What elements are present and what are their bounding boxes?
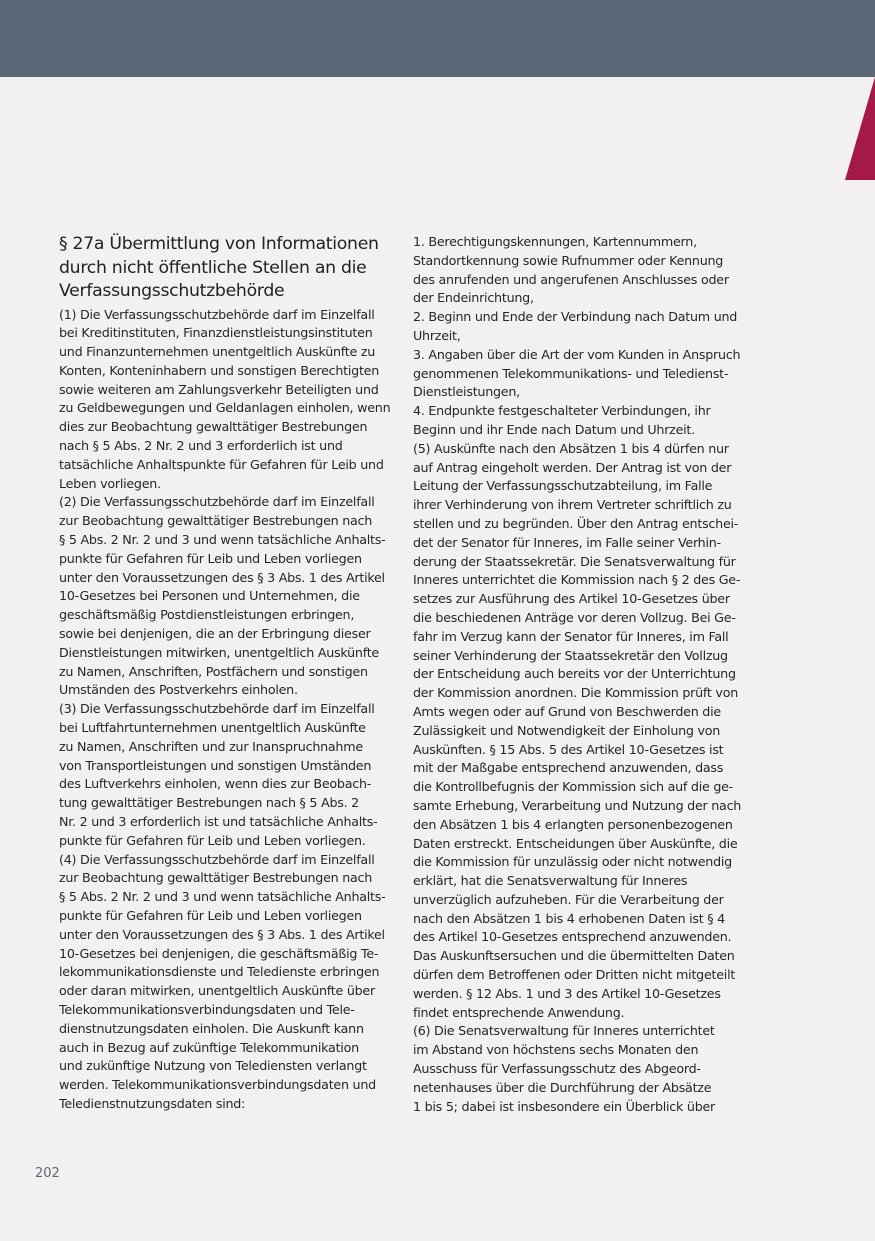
text-line: Nr. 2 und 3 erforderlich ist und tatsächliche Anhalts- <box>59 814 378 830</box>
text-line: 1. Berechtigungskennungen, Kartennummern, <box>413 234 697 249</box>
text-line: (3) Die Verfassungsschutzbehörde darf im Einzelfall <box>59 701 375 717</box>
text-line: 10-Gesetzes bei denjenigen, die geschäftsmäßig Te- <box>59 945 379 961</box>
text-line: Beginn und ihr Ende nach Datum und Uhrzeit. <box>413 421 695 437</box>
text-line: (5) Auskünfte nach den Absätzen 1 bis 4 dürfen nur <box>413 440 729 456</box>
text-line: (1) Die Verfassungsschutzbehörde darf im Einzelfall <box>59 306 375 322</box>
text-line: § 5 Abs. 2 Nr. 2 und 3 und wenn tatsächliche Anhalts- <box>59 889 386 905</box>
text-line: des Artikel 10-Gesetzes entsprechend anzuwenden. <box>413 929 732 945</box>
text-line: Leben vorliegen. <box>59 475 161 491</box>
text-line: oder daran mitwirken, unentgeltlich Auskünfte über <box>59 983 375 999</box>
text-line: dies zur Beobachtung gewalttätiger Bestrebungen <box>59 419 368 435</box>
chapter-tab-marker <box>845 77 875 180</box>
text-line: der Endeinrichtung, <box>413 290 534 306</box>
text-line: Auskünften. § 15 Abs. 5 des Artikel 10-Gesetzes ist <box>413 741 724 757</box>
text-line: sowie weiteren am Zahlungsverkehr Beteiligten und <box>59 381 379 397</box>
text-line: netenhauses über die Durchführung der Absätze <box>413 1079 712 1095</box>
text-line: Dienstleistungen mitwirken, unentgeltlich Auskünfte <box>59 644 379 660</box>
text-line: erklärt, hat die Senatsverwaltung für Inneres <box>413 873 688 889</box>
text-line: Telekommunikationsverbindungsdaten und Tele- <box>59 1001 355 1017</box>
text-line: 10-Gesetzes bei Personen und Unternehmen, die <box>59 588 360 604</box>
text-line: mit der Maßgabe entsprechend anzuwenden, dass <box>413 760 724 776</box>
text-line: 1 bis 5; dabei ist insbesondere ein Überblick über <box>413 1098 716 1114</box>
text-line: dürfen dem Betroffenen oder Dritten nicht mitgeteilt <box>413 967 736 983</box>
text-line: auf Antrag eingeholt werden. Der Antrag ist von der <box>413 459 732 475</box>
text-line: Ausschuss für Verfassungsschutz des Abgeord- <box>413 1061 701 1077</box>
text-line: derung der Staatssekretär. Die Senatsverwaltung für <box>413 553 736 569</box>
text-line: werden. § 12 Abs. 1 und 3 des Artikel 10-Gesetzes <box>413 985 721 1001</box>
text-line: zur Beobachtung gewalttätiger Bestrebungen nach <box>59 513 373 529</box>
text-line: genommenen Telekommunikations- und Teledienst- <box>413 365 729 381</box>
text-line: fahr im Verzug kann der Senator für Inneres, im Fall <box>413 628 729 644</box>
section-title-line: Verfassungsschutzbehörde <box>59 281 285 301</box>
text-line: des Luftverkehrs einholen, wenn dies zur Beobach- <box>59 776 372 792</box>
text-line: stellen und zu begründen. Über den Antrag entschei- <box>413 515 739 531</box>
text-line: zu Geldbewegungen und Geldanlagen einholen, wenn <box>59 400 391 416</box>
text-line: und zukünftige Nutzung von Telediensten verlangt <box>59 1058 367 1074</box>
text-line: (4) Die Verfassungsschutzbehörde darf im Einzelfall <box>59 851 375 867</box>
text-line: Konten, Konteninhabern und sonstigen Berechtigten <box>59 362 380 378</box>
text-line: Teledienstnutzungsdaten sind: <box>59 1095 246 1111</box>
text-line: Umständen des Postverkehrs einholen. <box>59 682 298 698</box>
text-line: Amts wegen oder auf Grund von Beschwerden die <box>413 703 721 719</box>
text-line: Dienstleistungen, <box>413 384 520 400</box>
left-column-body <box>59 306 389 1114</box>
text-line: unter den Voraussetzungen des § 3 Abs. 1 des Artikel <box>59 926 385 942</box>
text-line: von Transportleistungen und sonstigen Umständen <box>59 757 372 773</box>
text-line: seiner Verhinderung der Staatssekretär den Vollzug <box>413 647 728 663</box>
text-line: sowie bei denjenigen, die an der Erbringung dieser <box>59 626 371 642</box>
text-line: und Finanzunternehmen unentgeltlich Auskünfte zu <box>59 344 376 360</box>
text-line: nach § 5 Abs. 2 Nr. 2 und 3 erforderlich ist und <box>59 438 343 454</box>
text-line: unter den Voraussetzungen des § 3 Abs. 1 des Artikel <box>59 569 385 585</box>
text-line: werden. Telekommunikationsverbindungsdaten und <box>59 1077 376 1093</box>
section-title <box>59 233 389 304</box>
section-title-line: § 27a Übermittlung von Informationen <box>59 234 379 254</box>
section-title-line: durch nicht öffentliche Stellen an die <box>59 257 367 278</box>
text-line: lekommunikationsdienste und Teledienste erbringen <box>59 964 380 980</box>
text-line: die Kontrollbefugnis der Kommission sich auf die ge- <box>413 779 734 795</box>
text-line: die beschiedenen Anträge vor deren Vollzug. Bei Ge- <box>413 609 736 625</box>
text-line: nach den Absätzen 1 bis 4 erhobenen Daten ist § 4 <box>413 910 725 926</box>
text-line: zur Beobachtung gewalttätiger Bestrebungen nach <box>59 870 373 886</box>
text-line: bei Kreditinstituten, Finanzdienstleistungsinstituten <box>59 325 373 341</box>
text-line: bei Luftfahrtunternehmen unentgeltlich Auskünfte <box>59 720 366 736</box>
text-line: Zulässigkeit und Notwendigkeit der Einholung von <box>413 722 721 738</box>
right-column-body <box>413 233 743 1116</box>
text-line: zu Namen, Anschriften, Postfächern und sonstigen <box>59 663 368 679</box>
right-column <box>413 233 743 1116</box>
text-line: im Abstand von höchstens sechs Monaten den <box>413 1042 699 1058</box>
text-line: punkte für Gefahren für Leib und Leben vorliegen <box>59 550 362 566</box>
page-number: 202 <box>35 1166 60 1181</box>
text-line: findet entsprechende Anwendung. <box>413 1004 625 1020</box>
text-line: setzes zur Ausführung des Artikel 10-Gesetzes über <box>413 591 730 607</box>
text-line: zu Namen, Anschriften und zur Inanspruchnahme <box>59 738 363 754</box>
text-line: Uhrzeit, <box>413 327 461 343</box>
text-line: ihrer Verhinderung von ihrem Vertreter schriftlich zu <box>413 497 732 513</box>
text-line: punkte für Gefahren für Leib und Leben vorliegen <box>59 908 362 923</box>
text-line: Standortkennung sowie Rufnummer oder Kennung <box>413 252 724 268</box>
text-line: samte Erhebung, Verarbeitung und Nutzung der nach <box>413 797 742 813</box>
text-line: Inneres unterrichtet die Kommission nach § 2 des Ge- <box>413 572 741 588</box>
text-line: des anrufenden und angerufenen Anschlusses oder <box>413 271 729 287</box>
text-line: det der Senator für Inneres, im Falle seiner Verhin- <box>413 534 721 550</box>
text-line: Leitung der Verfassungsschutzabteilung, im Falle <box>413 478 713 494</box>
text-line: § 5 Abs. 2 Nr. 2 und 3 und wenn tatsächliche Anhalts- <box>59 532 386 548</box>
text-line: auch in Bezug auf zukünftige Telekommunikation <box>59 1039 359 1055</box>
text-line: Das Auskunftsersuchen und die übermittelten Daten <box>413 948 735 964</box>
text-line: der Kommission anordnen. Die Kommission prüft von <box>413 685 738 701</box>
text-line: dienstnutzungsdaten einholen. Die Auskunft kann <box>59 1020 364 1036</box>
text-line: den Absätzen 1 bis 4 erlangten personenbezogenen <box>413 816 733 832</box>
text-line: (2) Die Verfassungsschutzbehörde darf im Einzelfall <box>59 494 375 510</box>
text-line: unverzüglich aufzuheben. Für die Verarbeitung der <box>413 891 724 907</box>
left-column <box>59 233 389 1114</box>
text-line: punkte für Gefahren für Leib und Leben vorliegen. <box>59 832 366 848</box>
text-line: die Kommission für unzulässig oder nicht notwendig <box>413 854 732 870</box>
text-line: 2. Beginn und Ende der Verbindung nach Datum und <box>413 309 738 325</box>
text-line: tung gewalttätiger Bestrebungen nach § 5 Abs. 2 <box>59 795 359 811</box>
header-band <box>0 0 875 77</box>
text-line: 3. Angaben über die Art der vom Kunden in Anspruch <box>413 346 741 362</box>
text-line: geschäftsmäßig Postdienstleistungen erbringen, <box>59 607 355 623</box>
text-line: tatsächliche Anhaltspunkte für Gefahren für Leib und <box>59 456 384 472</box>
text-line: Daten erstreckt. Entscheidungen über Auskünfte, die <box>413 835 738 851</box>
text-line: 4. Endpunkte festgeschalteter Verbindungen, ihr <box>413 403 711 419</box>
text-line: (6) Die Senatsverwaltung für Inneres unterrichtet <box>413 1023 715 1039</box>
text-line: der Entscheidung auch bereits vor der Unterrichtung <box>413 666 736 682</box>
